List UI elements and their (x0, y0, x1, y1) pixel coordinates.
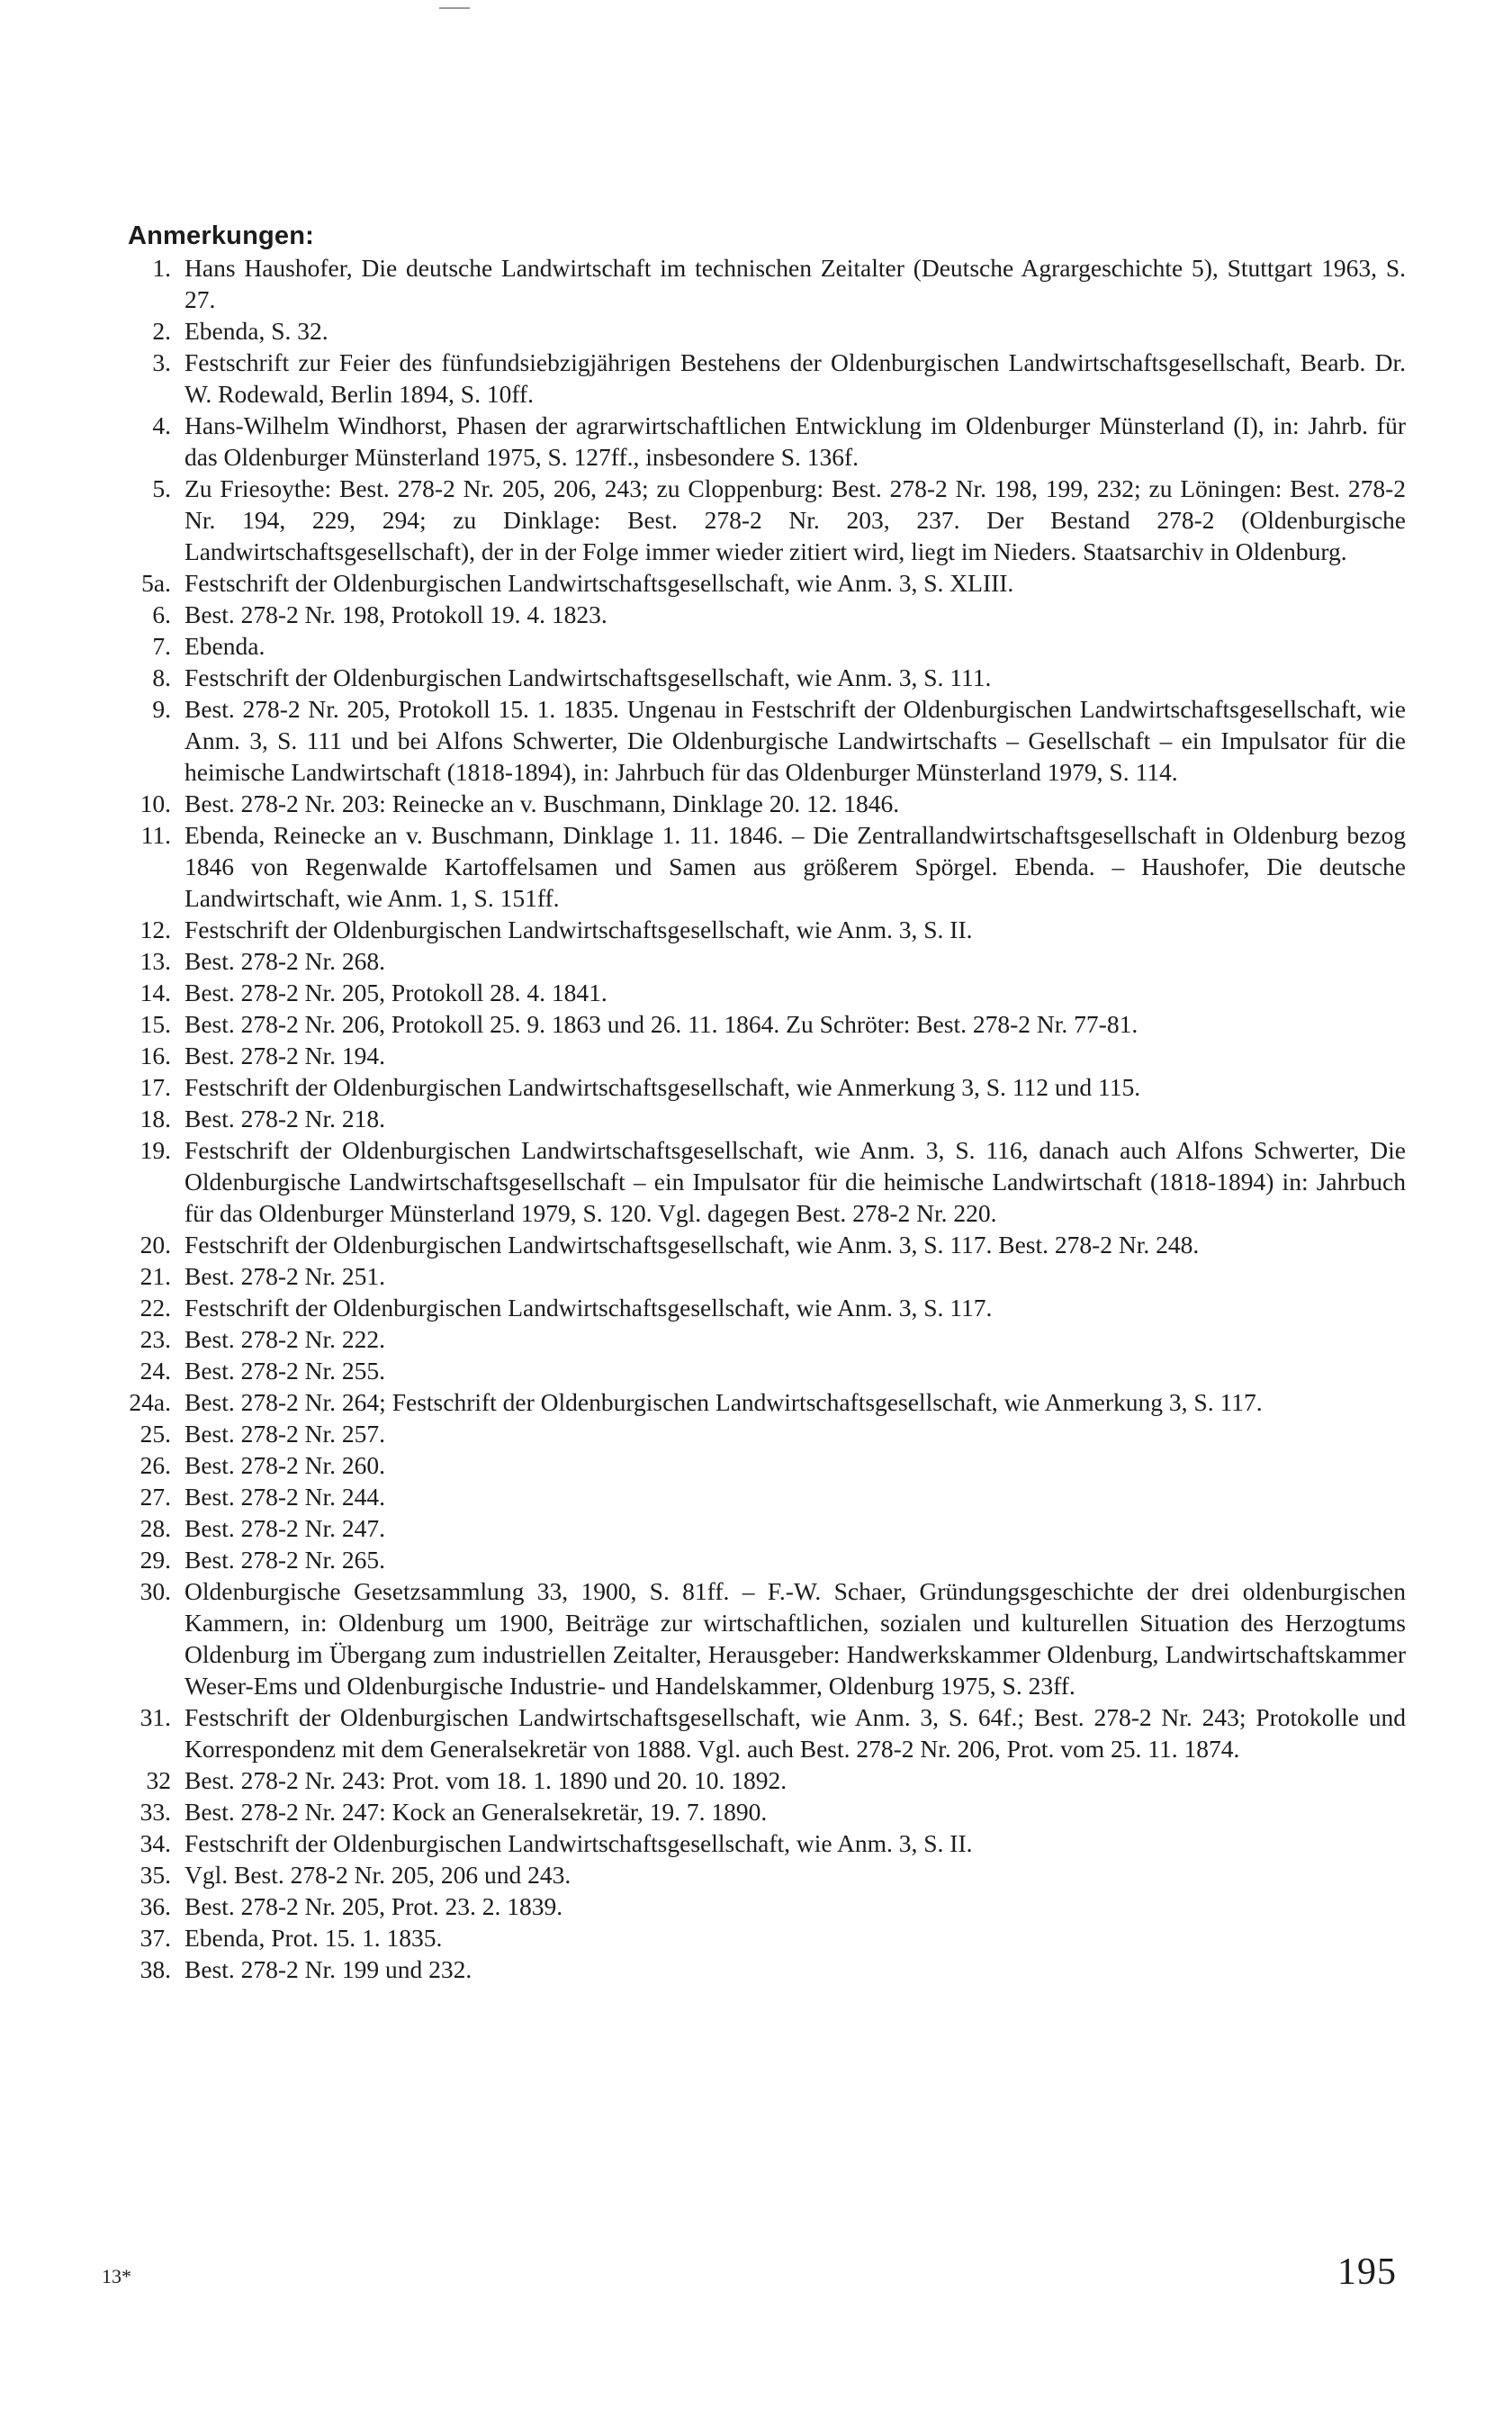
note-text: Best. 278-2 Nr. 247. (184, 1514, 386, 1542)
note-text: Best. 278-2 Nr. 243: Prot. vom 18. 1. 1890 und 20. 10. 1892. (184, 1766, 788, 1794)
note-text: Best. 278-2 Nr. 222. (184, 1325, 386, 1353)
note-item (128, 410, 1406, 473)
note-text: Zu Friesoythe: Best. 278-2 Nr. 205, 206, 243; zu Cloppenburg: Best. 278-2 Nr. 198, 199, 232; zu Löningen: Best. 278-2 Nr. 194, 229, 294; zu Dinklage: Best. 278-2 Nr. 203, 237. Der Bestand 278-2 (Oldenburgische Landwirtschaftsgesellschaft), der in der Folge immer wieder zitiert wird, liegt im Nieders. Staatsarchiv in Oldenburg. (184, 474, 1406, 565)
note-number: 3. (152, 348, 171, 376)
note-item (128, 1481, 1406, 1512)
note-item (128, 1103, 1406, 1134)
note-text: Ebenda, Prot. 15. 1. 1835. (184, 1924, 443, 1952)
note-number: 37. (140, 1924, 171, 1952)
note-text: Vgl. Best. 278-2 Nr. 205, 206 und 243. (184, 1861, 572, 1889)
note-item (128, 945, 1406, 977)
note-text: Best. 278-2 Nr. 194. (184, 1042, 386, 1069)
note-item (128, 1764, 1406, 1796)
note-number: 6. (152, 600, 171, 628)
note-text: Best. 278-2 Nr. 265. (184, 1546, 386, 1574)
note-text: Festschrift der Oldenburgischen Landwirtschaftsgesellschaft, wie Anm. 3, S. 64f.; Best. 278-2 Nr. 243; Protokolle und Korrespondenz mit dem Generalsekretär von 1888. Vgl. auch Best. 278-2 Nr. 206, Prot. vom 25. 11. 1874. (184, 1703, 1406, 1763)
note-item (128, 819, 1406, 914)
note-number: 12. (140, 916, 171, 943)
note-text: Best. 278-2 Nr. 205, Protokoll 28. 4. 1841. (184, 979, 608, 1006)
note-item (128, 1071, 1406, 1103)
note-number: 25. (140, 1420, 171, 1448)
note-text: Best. 278-2 Nr. 218. (184, 1105, 386, 1132)
note-number: 15. (140, 1010, 171, 1038)
note-number: 30. (140, 1577, 171, 1605)
note-text: Festschrift der Oldenburgischen Landwirtschaftsgesellschaft, wie Anm. 3, S. XLIII. (184, 569, 1014, 597)
top-edge-mark (439, 7, 470, 9)
note-text: Best. 278-2 Nr. 264; Festschrift der Oldenburgischen Landwirtschaftsgesellschaft, wie Anmerkung 3, S. 117. (184, 1388, 1263, 1416)
note-number: 36. (140, 1892, 171, 1920)
note-item (128, 1796, 1406, 1827)
note-item (128, 1008, 1406, 1040)
note-number: 17. (140, 1073, 171, 1101)
notes-heading: Anmerkungen: (128, 221, 315, 250)
note-item (128, 1953, 1406, 1985)
note-item (128, 347, 1406, 410)
note-text: Festschrift der Oldenburgischen Landwirtschaftsgesellschaft, wie Anmerkung 3, S. 112 und 115. (184, 1073, 1141, 1101)
note-text: Festschrift zur Feier des fünfundsiebzigjährigen Bestehens der Oldenburgischen Landwirtschaftsgesellschaft, Bearb. Dr. W. Rodewald, Berlin 1894, S. 10ff. (184, 348, 1406, 408)
note-item (128, 1449, 1406, 1481)
note-text: Best. 278-2 Nr. 247: Kock an Generalsekretär, 19. 7. 1890. (184, 1798, 768, 1826)
note-number: 21. (140, 1262, 171, 1290)
note-item (128, 1512, 1406, 1544)
note-text: Hans Haushofer, Die deutsche Landwirtschaft im technischen Zeitalter (Deutsche Agrargeschichte 5), Stuttgart 1963, S. 27. (184, 254, 1406, 313)
note-number: 35. (140, 1861, 171, 1889)
note-number: 27. (140, 1483, 171, 1511)
note-number: 31. (140, 1703, 171, 1731)
note-item (128, 914, 1406, 945)
note-number: 24. (140, 1357, 171, 1385)
note-number: 4. (152, 411, 171, 439)
note-item (128, 599, 1406, 630)
note-item (128, 1260, 1406, 1292)
note-number: 19. (140, 1136, 171, 1164)
note-number: 10. (140, 789, 171, 817)
note-text: Best. 278-2 Nr. 255. (184, 1357, 386, 1385)
note-text: Best. 278-2 Nr. 260. (184, 1451, 386, 1479)
note-number: 22. (140, 1294, 171, 1322)
note-text: Best. 278-2 Nr. 251. (184, 1262, 386, 1290)
note-number: 32 (146, 1766, 171, 1794)
note-number: 23. (140, 1325, 171, 1353)
note-item (128, 1701, 1406, 1764)
note-item (128, 1040, 1406, 1071)
note-text: Festschrift der Oldenburgischen Landwirtschaftsgesellschaft, wie Anm. 3, S. 117. (184, 1294, 993, 1322)
note-text: Ebenda, Reinecke an v. Buschmann, Dinklage 1. 11. 1846. – Die Zentrallandwirtschaftsgesellschaft in Oldenburg bezog 1846 von Regenwalde Kartoffelsamen und Samen aus größerem Spörgel. Ebenda. – Haushofer, Die deutsche Landwirtschaft, wie Anm. 1, S. 151ff. (184, 821, 1406, 912)
note-item (128, 1890, 1406, 1922)
note-item (128, 1292, 1406, 1323)
note-item (128, 315, 1406, 347)
note-number: 8. (152, 663, 171, 691)
note-number: 24a. (129, 1388, 171, 1416)
note-number: 7. (152, 632, 171, 660)
page-number: 195 (1337, 2251, 1397, 2293)
note-item (128, 1827, 1406, 1859)
note-item (128, 630, 1406, 662)
note-text: Festschrift der Oldenburgischen Landwirtschaftsgesellschaft, wie Anm. 3, S. II. (184, 1829, 973, 1857)
note-text: Best. 278-2 Nr. 257. (184, 1420, 386, 1448)
note-item (128, 1229, 1406, 1260)
note-item (128, 788, 1406, 819)
note-text: Festschrift der Oldenburgischen Landwirtschaftsgesellschaft, wie Anm. 3, S. II. (184, 916, 973, 943)
note-text: Ebenda, S. 32. (184, 317, 328, 345)
note-number: 18. (140, 1105, 171, 1132)
note-item (128, 1575, 1406, 1701)
note-text: Hans-Wilhelm Windhorst, Phasen der agrarwirtschaftlichen Entwicklung im Oldenburger Münsterland (I), in: Jahrb. für das Oldenburger Münsterland 1975, S. 127ff., insbesondere S. 136f. (184, 411, 1406, 471)
note-number: 20. (140, 1231, 171, 1259)
note-item (128, 1544, 1406, 1575)
note-number: 9. (152, 695, 171, 723)
note-text: Best. 278-2 Nr. 206, Protokoll 25. 9. 1863 und 26. 11. 1864. Zu Schröter: Best. 278-2 Nr. 77-81. (184, 1010, 1138, 1038)
note-item (128, 473, 1406, 567)
note-item (128, 1355, 1406, 1386)
note-text: Festschrift der Oldenburgischen Landwirtschaftsgesellschaft, wie Anm. 3, S. 117. Best. 278-2 Nr. 248. (184, 1231, 1200, 1259)
note-text: Ebenda. (184, 632, 266, 660)
note-number: 14. (140, 979, 171, 1006)
note-item (128, 567, 1406, 599)
note-number: 38. (140, 1955, 171, 1983)
notes-section (128, 220, 1406, 1985)
note-item (128, 252, 1406, 315)
note-number: 2. (152, 317, 171, 345)
note-number: 11. (140, 821, 171, 849)
note-number: 1. (152, 254, 171, 282)
note-number: 28. (140, 1514, 171, 1542)
printer-signature: 13* (102, 2265, 131, 2287)
note-text: Best. 278-2 Nr. 268. (184, 947, 386, 975)
note-item (128, 1859, 1406, 1890)
note-text: Best. 278-2 Nr. 205, Prot. 23. 2. 1839. (184, 1892, 563, 1920)
note-number: 29. (140, 1546, 171, 1574)
note-number: 33. (140, 1798, 171, 1826)
note-text: Festschrift der Oldenburgischen Landwirtschaftsgesellschaft, wie Anm. 3, S. 116, danach auch Alfons Schwerter, Die Oldenburgische Landwirtschaftsgesellschaft – ein Impulsator für die heimische Landwirtschaft (1818-1894) in: Jahrbuch für das Oldenburger Münsterland 1979, S. 120. Vgl. dagegen Best. 278-2 Nr. 220. (184, 1136, 1406, 1227)
note-number: 26. (140, 1451, 171, 1479)
note-item (128, 1418, 1406, 1449)
note-number: 13. (140, 947, 171, 975)
note-text: Best. 278-2 Nr. 205, Protokoll 15. 1. 1835. Ungenau in Festschrift der Oldenburgischen Landwirtschaftsgesellschaft, wie Anm. 3, S. 111 und bei Alfons Schwerter, Die Oldenburgische Landwirtschafts – Gesellschaft – ein Impulsator für die heimische Landwirtschaft (1818-1894), in: Jahrbuch für das Oldenburger Münsterland 1979, S. 114. (184, 695, 1406, 786)
note-item (128, 1323, 1406, 1355)
note-item (128, 977, 1406, 1008)
note-number: 5. (152, 474, 171, 502)
note-text: Oldenburgische Gesetzsammlung 33, 1900, S. 81ff. – F.-W. Schaer, Gründungsgeschichte der drei oldenburgischen Kammern, in: Oldenburg um 1900, Beiträge zur wirtschaftlichen, sozialen und kulturellen Situation des Herzogtums Oldenburg im Übergang zum industriellen Zeitalter, Herausgeber: Handwerkskammer Oldenburg, Landwirtschaftskammer Weser-Ems und Oldenburgische Industrie- und Handelskammer, Oldenburg 1975, S. 23ff. (184, 1577, 1406, 1700)
notes-list (128, 252, 1406, 1985)
note-number: 5a. (141, 569, 171, 597)
note-text: Best. 278-2 Nr. 203: Reinecke an v. Buschmann, Dinklage 20. 12. 1846. (184, 789, 900, 817)
note-text: Festschrift der Oldenburgischen Landwirtschaftsgesellschaft, wie Anm. 3, S. 111. (184, 663, 992, 691)
note-text: Best. 278-2 Nr. 244. (184, 1483, 386, 1511)
note-item (128, 1386, 1406, 1418)
note-number: 16. (140, 1042, 171, 1069)
note-item (128, 1134, 1406, 1229)
note-text: Best. 278-2 Nr. 198, Protokoll 19. 4. 1823. (184, 600, 608, 628)
note-item (128, 662, 1406, 693)
note-number: 34. (140, 1829, 171, 1857)
note-item (128, 1922, 1406, 1953)
note-item (128, 693, 1406, 788)
note-text: Best. 278-2 Nr. 199 und 232. (184, 1955, 472, 1983)
